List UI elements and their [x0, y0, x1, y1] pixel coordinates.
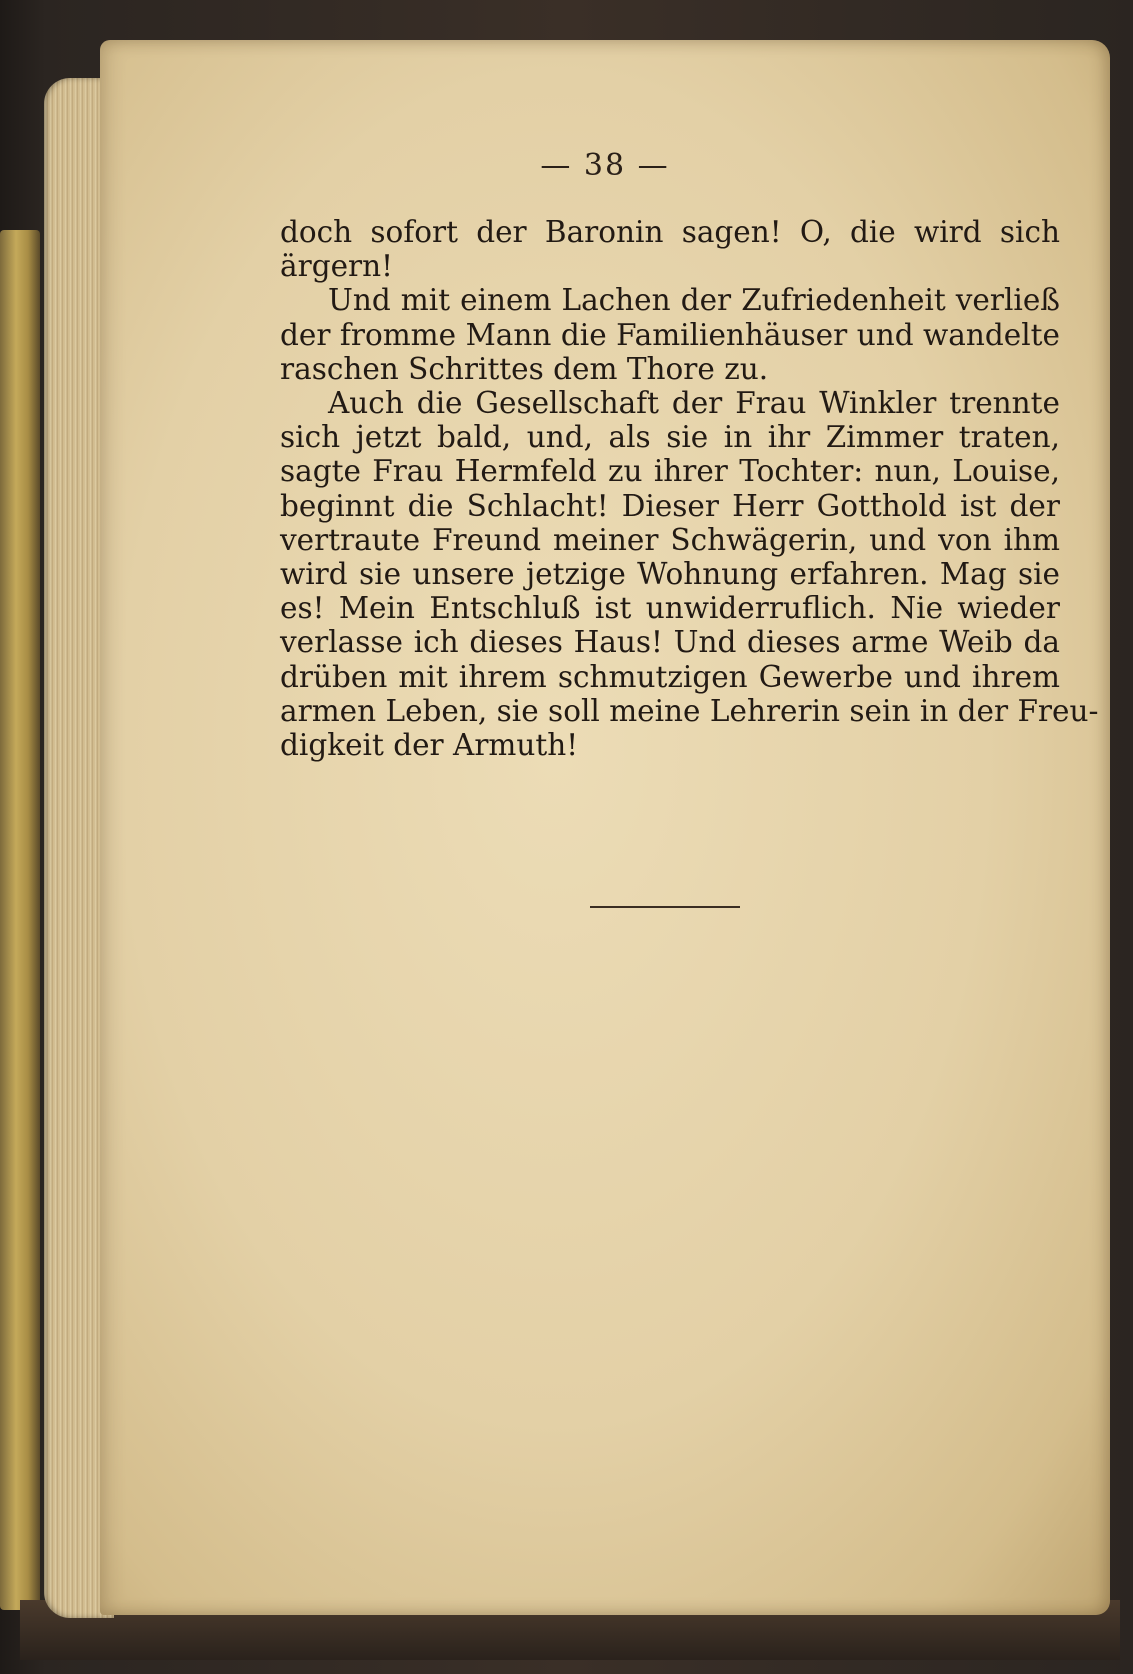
text-line: doch sofort der Baronin sagen! O, die wird sich	[280, 215, 1060, 249]
text-line: raschen Schrittes dem Thore zu.	[280, 351, 769, 386]
text-line: sich jetzt bald, und, als sie in ihr Zimmer traten,	[280, 420, 1060, 455]
text-line: vertraute Freund meiner Schwägerin, und von ihm	[280, 522, 1060, 557]
page-number: — 38 —	[540, 148, 670, 183]
section-divider	[590, 906, 740, 908]
book-page	[100, 40, 1110, 1615]
body-text	[280, 215, 1099, 763]
text-line: sagte Frau Hermfeld zu ihrer Tochter: nun, Louise,	[280, 454, 1060, 489]
text-line: ärgern!	[280, 249, 393, 284]
text-line: der fromme Mann die Familienhäuser und wandelte	[280, 317, 1060, 352]
text-line: armen Leben, sie soll meine Lehrerin sein in der Freu-	[280, 693, 1099, 728]
book-spine	[0, 230, 40, 1610]
text-line: verlasse ich dieses Haus! Und dieses arme Weib da	[280, 625, 1060, 660]
text-line: wird sie unsere jetzige Wohnung erfahren. Mag sie	[280, 557, 1060, 592]
text-line: drüben mit ihrem schmutzigen Gewerbe und ihrem	[280, 659, 1060, 694]
text-line: Und mit einem Lachen der Zufriedenheit verließ	[328, 283, 1060, 318]
text-line: es! Mein Entschluß ist unwiderruflich. Nie wieder	[280, 591, 1060, 626]
text-line: Auch die Gesellschaft der Frau Winkler trennte	[328, 386, 1060, 421]
text-line: beginnt die Schlacht! Dieser Herr Gotthold ist der	[280, 488, 1060, 523]
text-line: digkeit der Armuth!	[280, 728, 579, 763]
